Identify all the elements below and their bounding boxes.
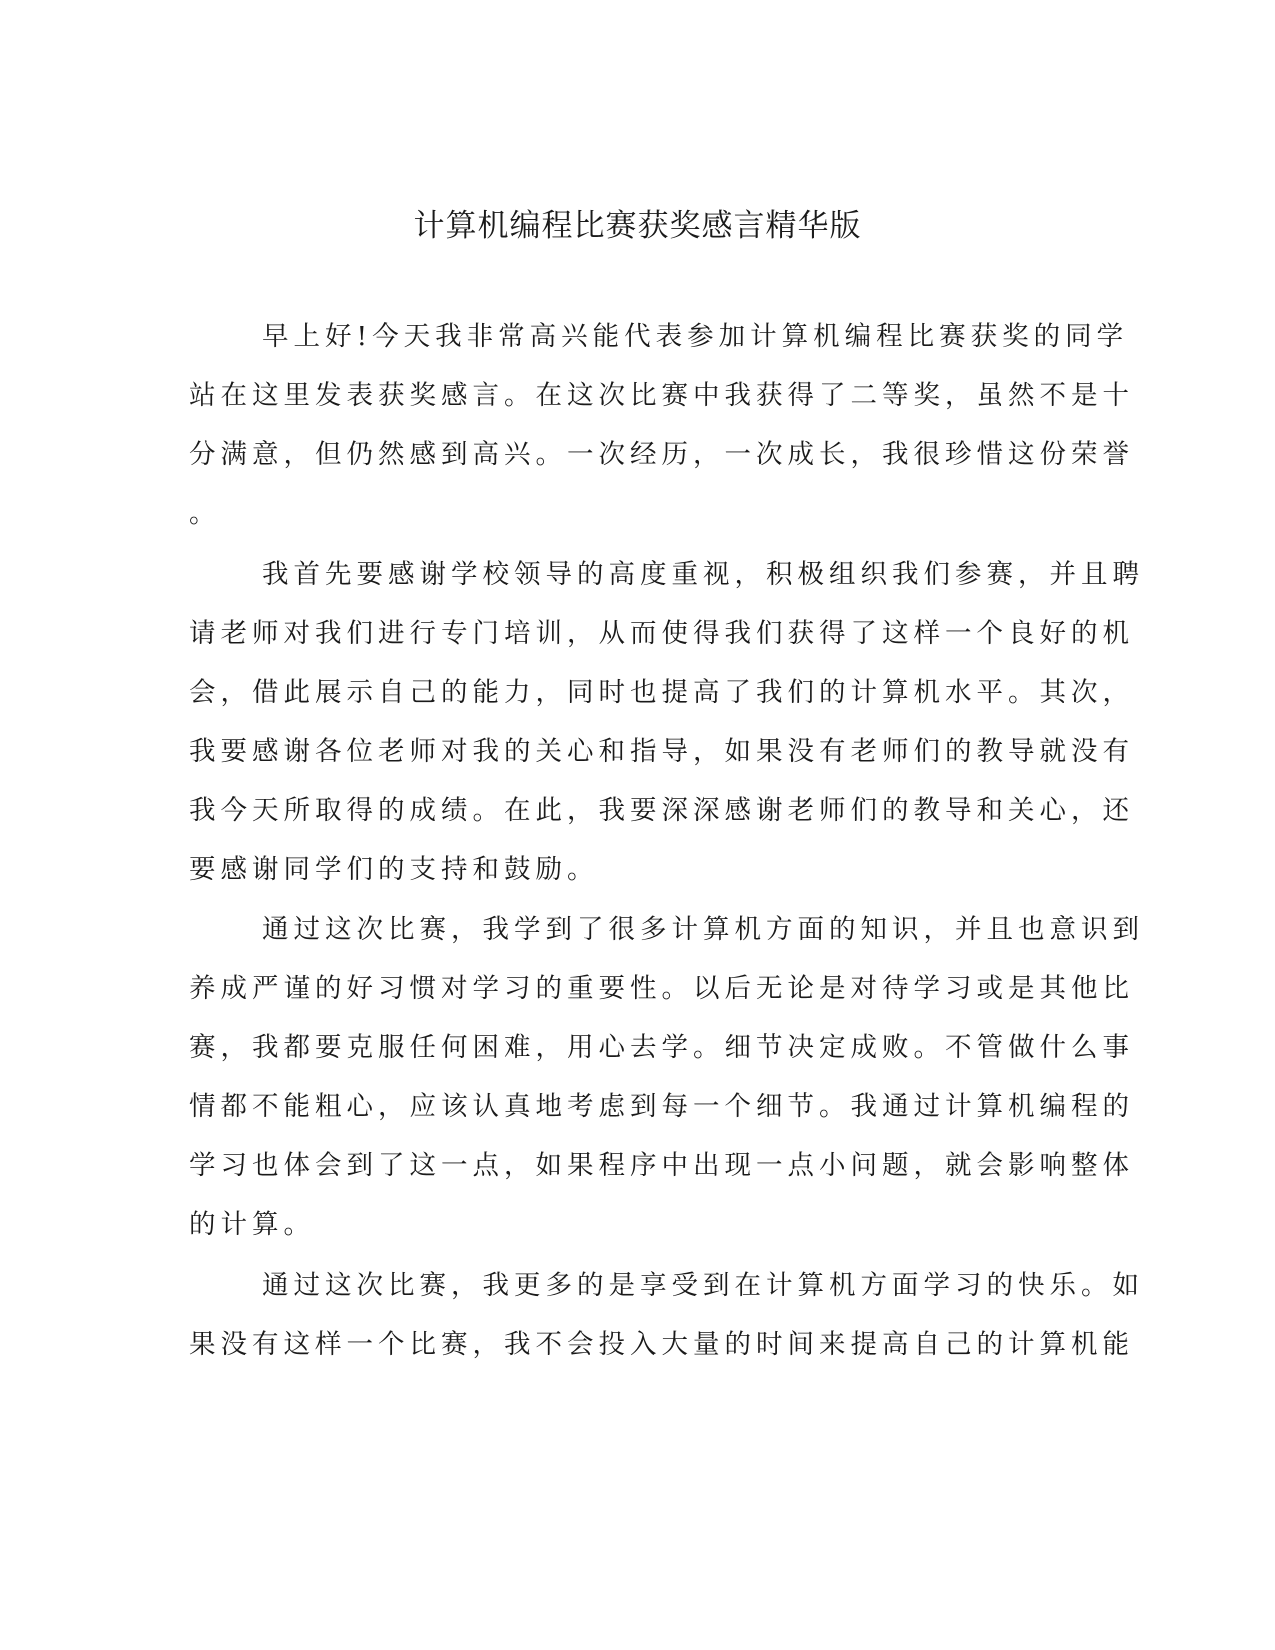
body-line: 我首先要感谢学校领导的高度重视，积极组织我们参赛，并且聘 <box>262 559 1144 590</box>
body-line: 会，借此展示自己的能力，同时也提高了我们的计算机水平。其次， <box>189 677 1134 708</box>
body-line: 要感谢同学们的支持和鼓励。 <box>189 854 599 885</box>
body-line: 站在这里发表获奖感言。在这次比赛中我获得了二等奖，虽然不是十 <box>189 380 1134 411</box>
body-line: 请老师对我们进行专门培训，从而使得我们获得了这样一个良好的机 <box>189 618 1134 649</box>
body-line: 我要感谢各位老师对我的关心和指导，如果没有老师们的教导就没有 <box>189 736 1134 767</box>
body-line: 通过这次比赛，我更多的是享受到在计算机方面学习的快乐。如 <box>262 1270 1144 1301</box>
body-line: 赛，我都要克服任何困难，用心去学。细节决定成败。不管做什么事 <box>189 1032 1134 1063</box>
document-title: 计算机编程比赛获奖感言精华版 <box>413 208 862 244</box>
body-line: 养成严谨的好习惯对学习的重要性。以后无论是对待学习或是其他比 <box>189 973 1134 1004</box>
body-line: 学习也体会到了这一点，如果程序中出现一点小问题，就会影响整体 <box>189 1150 1134 1181</box>
body-line: 果没有这样一个比赛，我不会投入大量的时间来提高自己的计算机能 <box>189 1329 1134 1360</box>
body-line: 通过这次比赛，我学到了很多计算机方面的知识，并且也意识到 <box>262 914 1144 945</box>
body-line: 的计算。 <box>189 1209 315 1240</box>
body-line: 。 <box>189 498 221 529</box>
body-line: 我今天所取得的成绩。在此，我要深深感谢老师们的教导和关心，还 <box>189 795 1134 826</box>
body-line: 分满意，但仍然感到高兴。一次经历，一次成长，我很珍惜这份荣誉 <box>189 439 1134 470</box>
body-line: 情都不能粗心，应该认真地考虑到每一个细节。我通过计算机编程的 <box>189 1091 1134 1122</box>
body-line: 早上好!今天我非常高兴能代表参加计算机编程比赛获奖的同学 <box>262 321 1129 352</box>
